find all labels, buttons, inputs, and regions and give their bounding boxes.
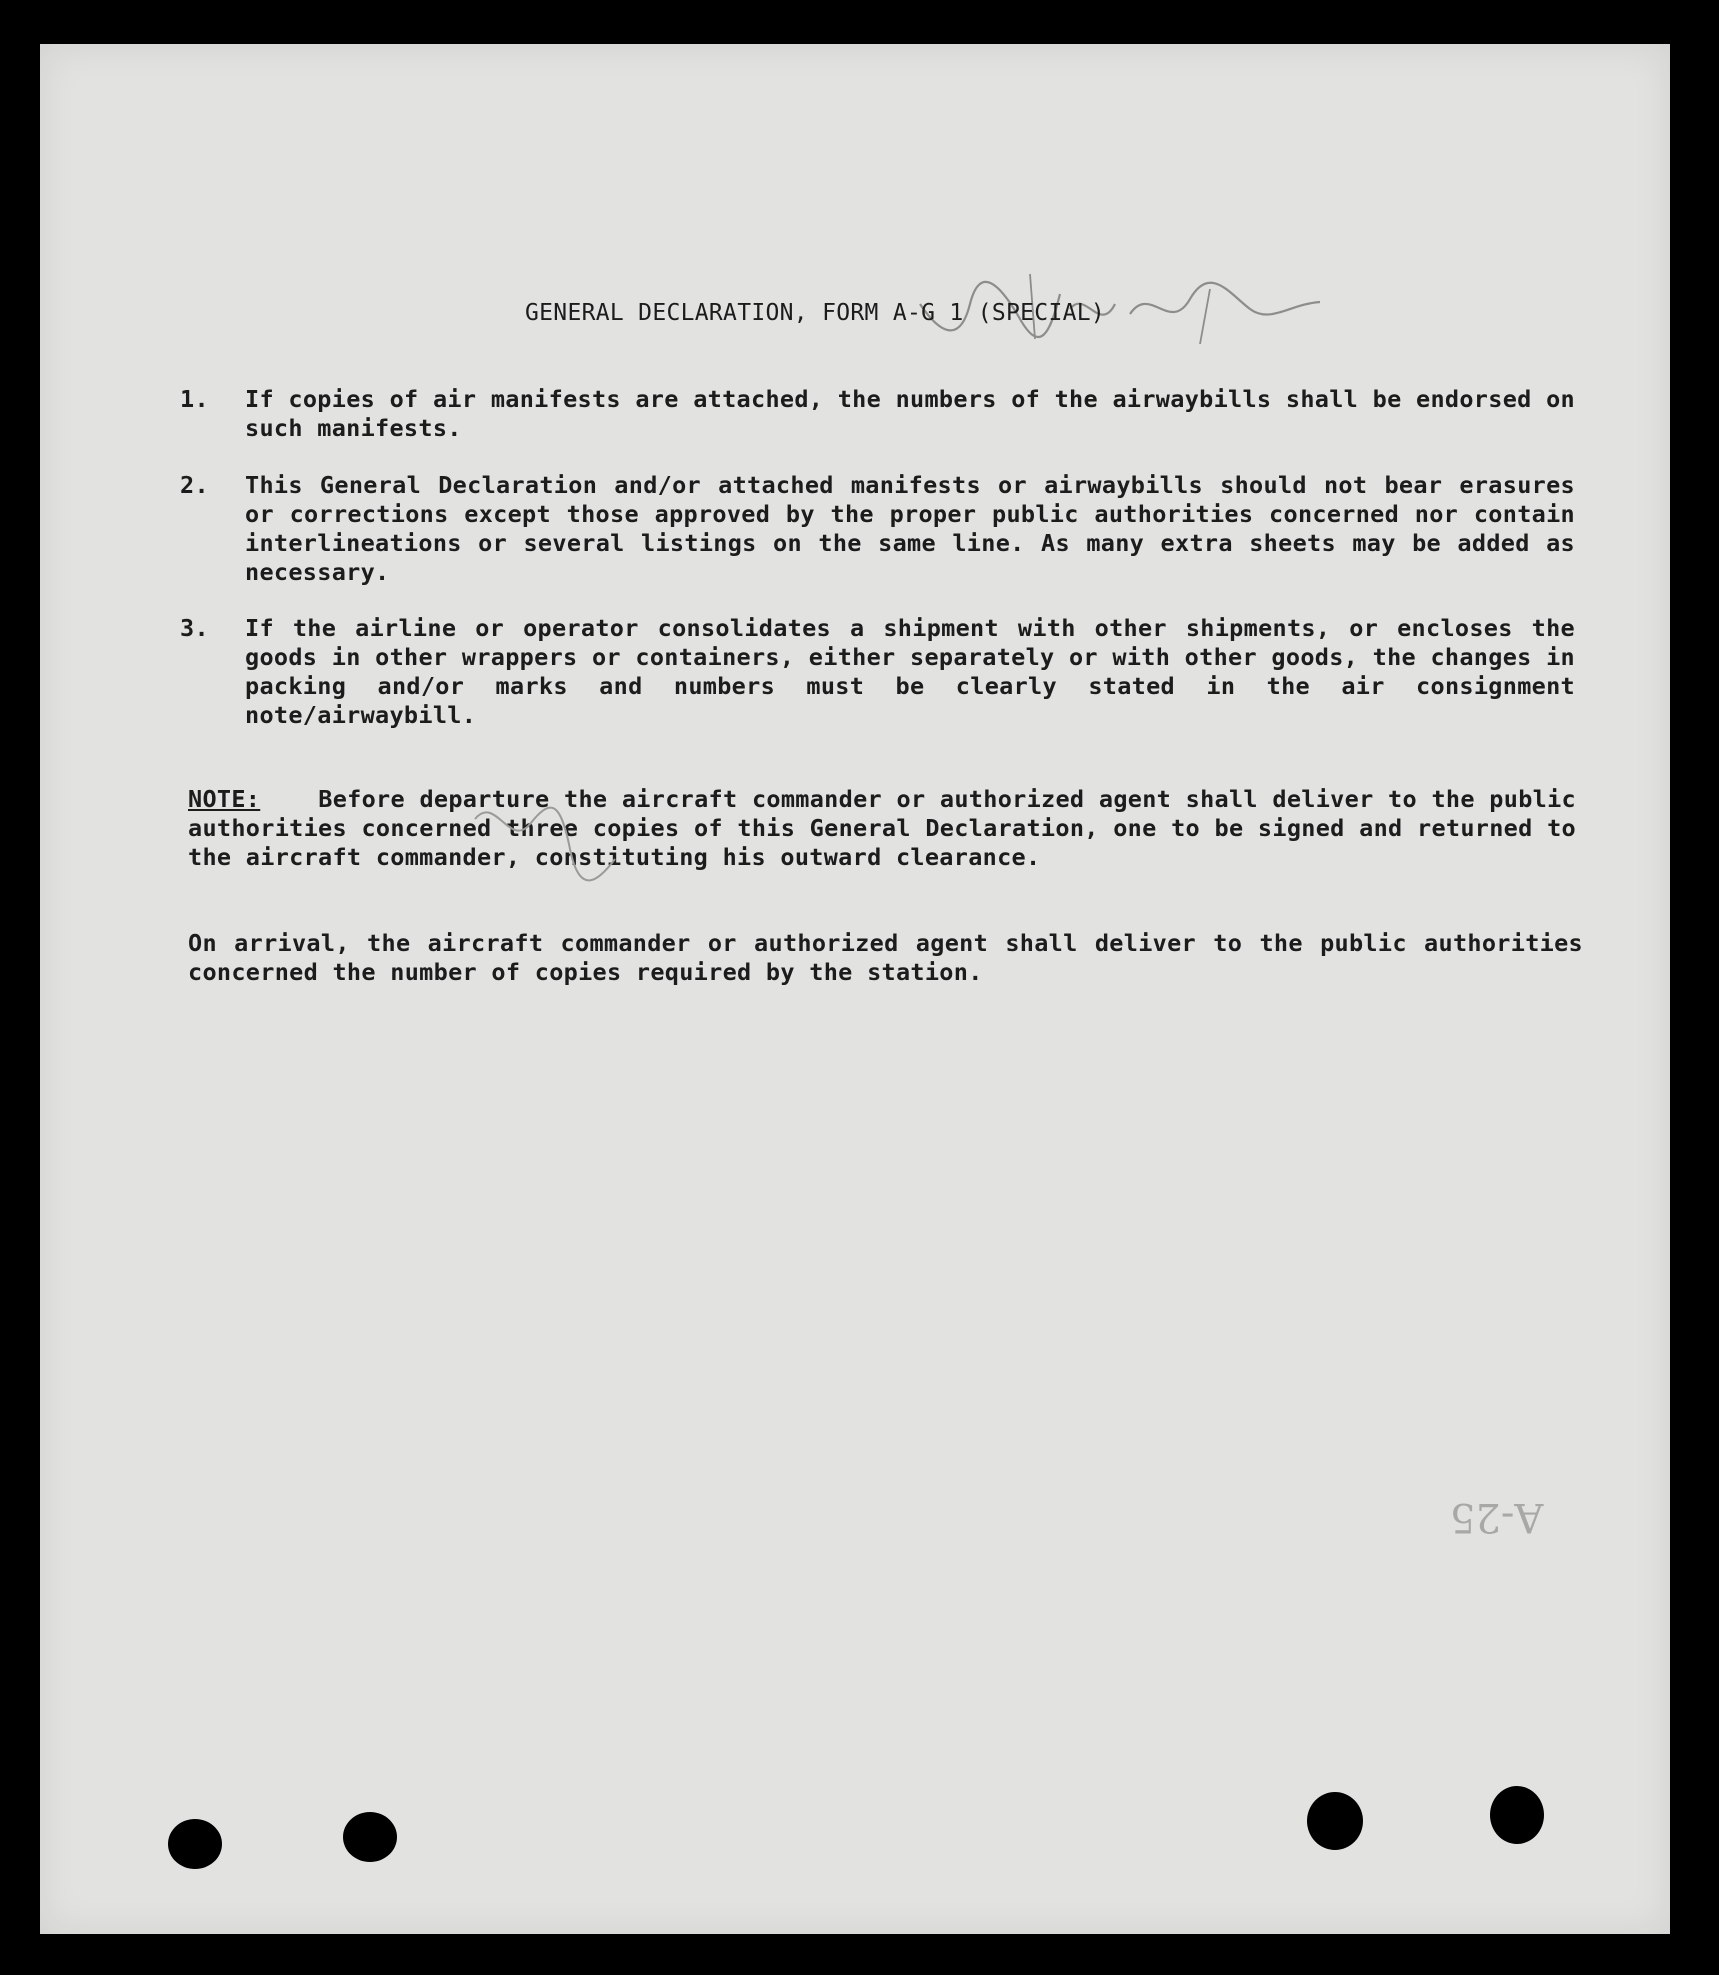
list-item-number: 1. xyxy=(180,385,209,413)
list-item-number: 2. xyxy=(180,471,209,499)
arrival-paragraph: On arrival, the aircraft commander or authorized agent shall deliver to the public authorities concerned the number of copies required by the station. xyxy=(188,929,1583,986)
punch-hole xyxy=(343,1812,397,1862)
handwritten-scribble xyxy=(470,789,620,899)
note-label: NOTE: xyxy=(188,785,261,813)
punch-hole xyxy=(168,1819,222,1869)
punch-hole xyxy=(1307,1792,1363,1850)
list-item-text: If the airline or operator consolidates a shipment with other shipments, or encloses the goods in other wrappers or containers, either separately or with other goods, the changes in packing and/or marks and numbers must be clearly stated in the air consignment note/airwaybill. xyxy=(245,614,1575,729)
list-item-text: If copies of air manifests are attached, the numbers of the airwaybills shall be endorsed on such manifests. xyxy=(245,385,1575,442)
page-title: GENERAL DECLARATION, FORM A-G 1 (SPECIAL) xyxy=(525,300,1106,326)
note-text: Before departure the aircraft commander or authorized agent shall deliver to the public authorities concerned three copies of this General Declaration, one to be signed and returned to the aircraft commander, constituting his outward clearance. xyxy=(188,785,1576,871)
list-item-text: This General Declaration and/or attached manifests or airwaybills should not bear erasures or corrections except those approved by the proper public authorities concerned nor contain interlineations or several listings on the same line. As many extra sheets may be added as necessary. xyxy=(245,471,1575,586)
document-page xyxy=(40,44,1670,1934)
note-paragraph xyxy=(188,785,1576,872)
list-item xyxy=(180,614,1580,730)
list-item xyxy=(180,385,1580,443)
list-item-number: 3. xyxy=(180,614,209,642)
punch-hole xyxy=(1490,1786,1544,1844)
margin-annotation: A-25 xyxy=(1450,1494,1544,1540)
list-item xyxy=(180,471,1580,587)
